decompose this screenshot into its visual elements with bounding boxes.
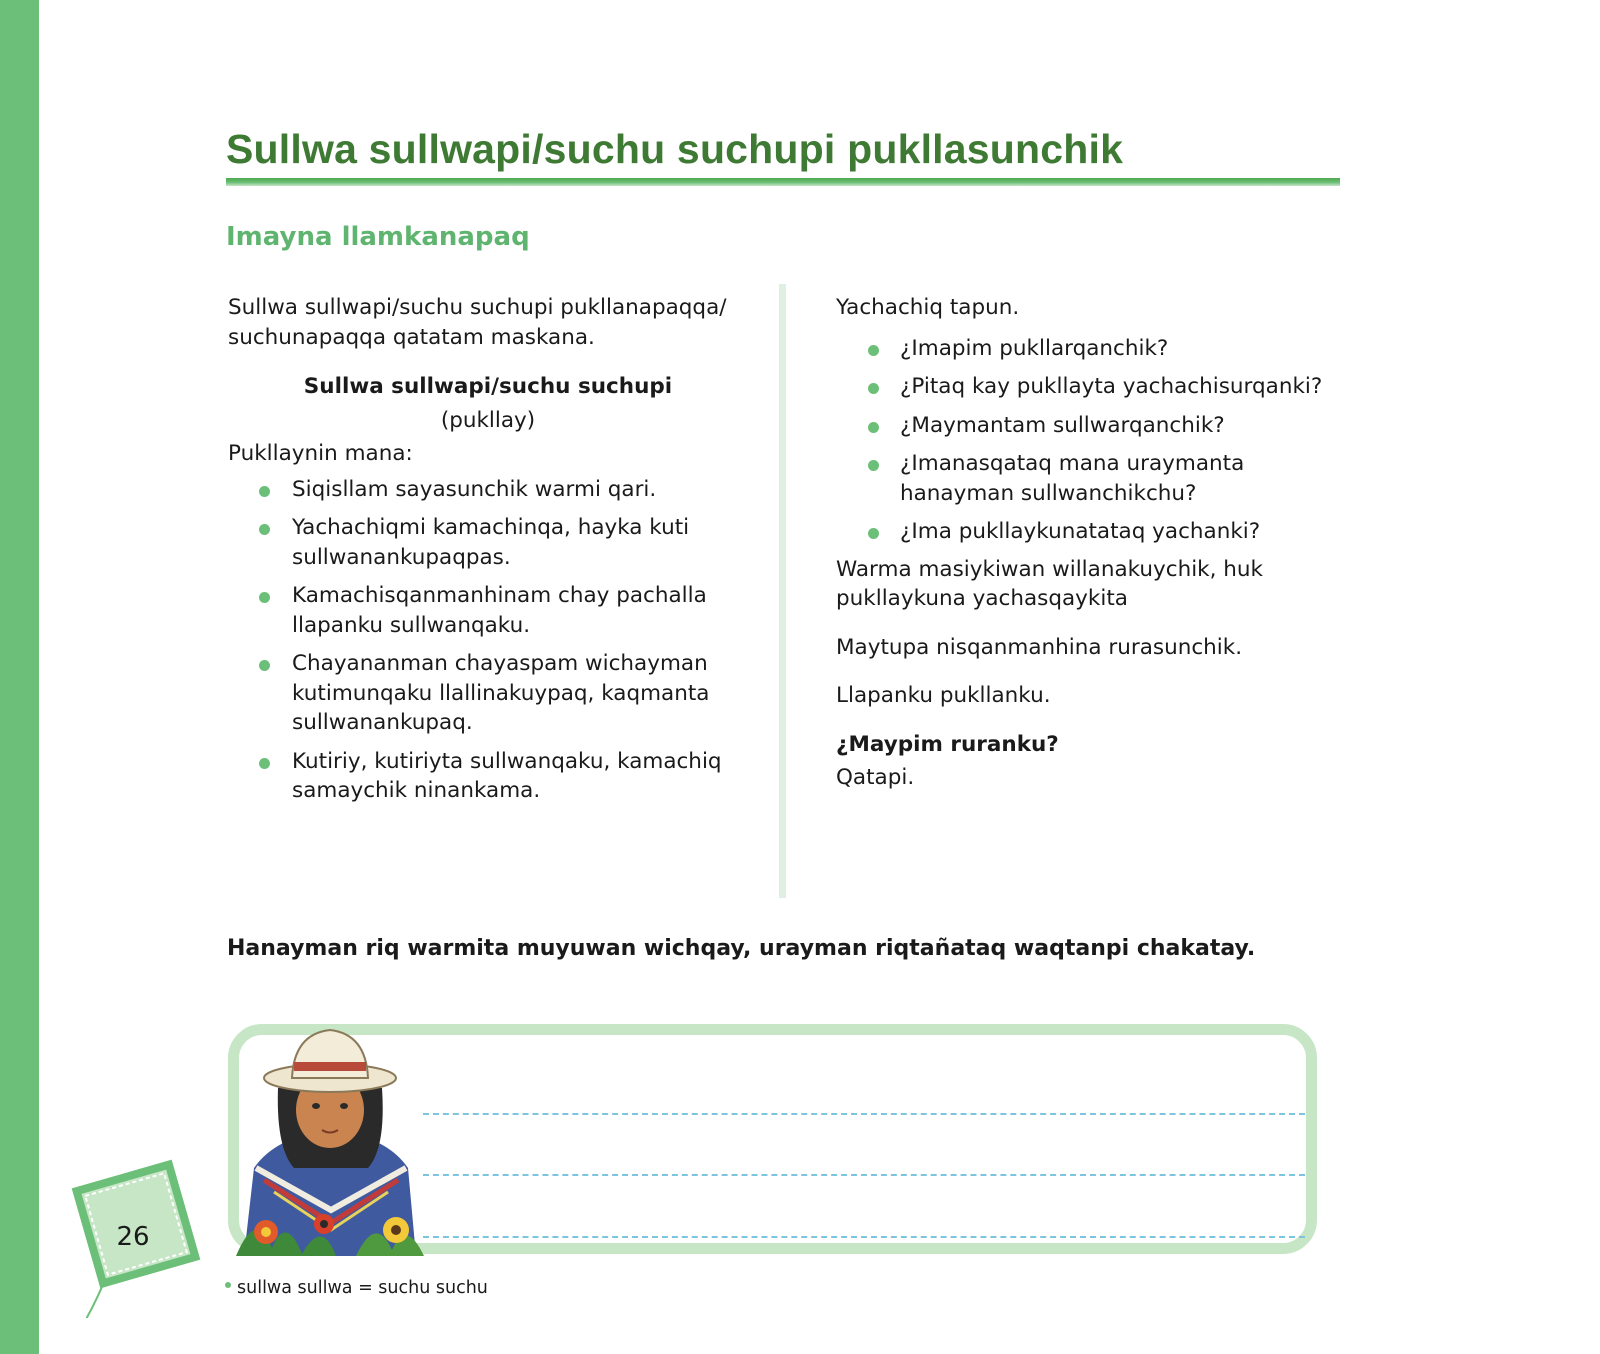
rules-label: Pukllaynin mana: <box>228 441 413 466</box>
child-in-hat-illustration <box>236 1018 424 1258</box>
where-answer: Qatapi. <box>836 765 915 790</box>
game-title: Sullwa sullwapi/suchu suchupi <box>303 374 673 399</box>
where-question: ¿Maypim ruranku? <box>836 731 1059 757</box>
left-decorative-bar <box>0 0 39 1354</box>
writing-line[interactable] <box>423 1236 1305 1238</box>
writing-line[interactable] <box>423 1174 1305 1176</box>
rules-list <box>228 475 748 806</box>
questions-list <box>836 334 1356 547</box>
paragraph-follow: Maytupa nisqanmanhina rurasunchik. <box>836 634 1243 660</box>
list-item: Kamachisqanmanhinam chay pachalla llapanku sullwanqaku. <box>228 581 748 640</box>
page-title: Sullwa sullwapi/suchu suchupi pukllasunchik <box>226 126 1124 172</box>
list-item: ¿Maymantam sullwarqanchik? <box>836 411 1356 441</box>
green-dot-icon <box>225 1282 231 1288</box>
column-divider <box>779 284 786 898</box>
section-subtitle: Imayna llamkanapaq <box>226 222 530 252</box>
activity-instruction: Hanayman riq warmita muyuwan wichqay, urayman riqtañataq waqtanpi chakatay. <box>227 936 1256 961</box>
paragraph-play: Llapanku pukllanku. <box>836 683 1051 708</box>
game-type: (pukllay) <box>440 407 536 433</box>
list-item: Siqisllam sayasunchik warmi qari. <box>228 475 748 505</box>
list-item: ¿Pitaq kay pukllayta yachachisurqanki? <box>836 372 1356 402</box>
intro-text: Sullwa sullwapi/suchu suchupi pukllanapaqqa/ suchunapaqqa qatatam maskana. <box>228 295 727 350</box>
teacher-asks: Yachachiq tapun. <box>836 295 1020 320</box>
paragraph-share: Warma masiykiwan willanakuychik, huk pukllaykuna yachasqaykita <box>836 556 1263 611</box>
title-underline <box>226 178 1340 186</box>
left-column <box>228 293 748 815</box>
list-item: ¿Imanasqataq mana uraymanta hanayman sullwanchikchu? <box>836 449 1356 508</box>
list-item: Yachachiqmi kamachinqa, hayka kuti sullwanankupaqpas. <box>228 513 748 572</box>
right-column <box>836 293 1356 793</box>
list-item: Kutiriy, kutiriyta sullwanqaku, kamachiq samaychik ninankama. <box>228 747 748 806</box>
list-item: ¿Imapim pukllarqanchik? <box>836 334 1356 364</box>
footnote-text: sullwa sullwa = suchu suchu <box>237 1278 488 1298</box>
list-item: Chayananman chayaspam wichayman kutimunqaku llallinakuypaq, kaqmanta sullwanankupaq. <box>228 649 748 738</box>
list-item: ¿Ima pukllaykunatataq yachanki? <box>836 517 1356 547</box>
footnote <box>225 1278 488 1298</box>
page-number: 26 <box>116 1222 150 1252</box>
writing-line[interactable] <box>423 1113 1305 1115</box>
